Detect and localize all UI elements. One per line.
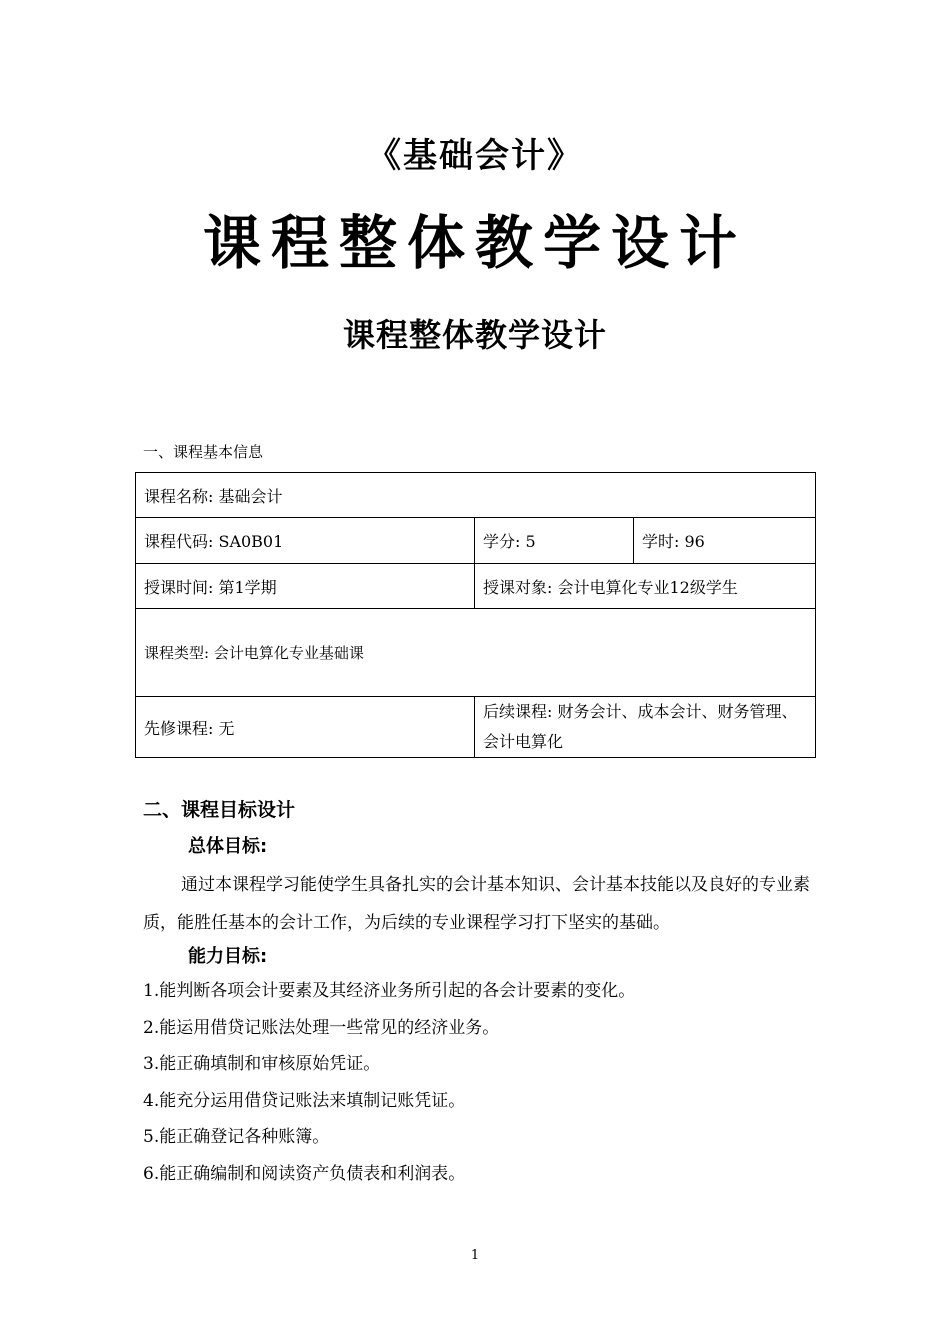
table-row xyxy=(136,473,816,518)
overall-goal-heading: 总体目标: xyxy=(188,836,268,857)
prerequisite-cell: 先修课程: 无 xyxy=(136,697,475,758)
section-heading-goals: 二、课程目标设计 xyxy=(143,799,296,821)
list-item: 5.能正确登记各种账簿。 xyxy=(143,1127,330,1147)
section-heading-basic-info: 一、课程基本信息 xyxy=(143,443,264,461)
hours-cell: 学时: 96 xyxy=(634,518,816,564)
document-title-small: 《基础会计》 xyxy=(367,136,583,176)
course-info-table xyxy=(135,472,816,758)
list-item: 2.能运用借贷记账法处理一些常见的经济业务。 xyxy=(143,1017,500,1038)
course-type-cell: 课程类型: 会计电算化专业基础课 xyxy=(136,609,816,697)
list-item: 3.能正确填制和审核原始凭证。 xyxy=(143,1054,381,1074)
table-row xyxy=(136,609,816,697)
table-row xyxy=(136,518,816,564)
term-cell: 授课时间: 第1学期 xyxy=(136,564,475,609)
followup-cell: 后续课程: 财务会计、成本会计、财务管理、会计电算化 xyxy=(475,697,816,758)
course-name-cell: 课程名称: 基础会计 xyxy=(136,473,816,518)
document-title-large: 课程整体教学设计 xyxy=(202,209,747,277)
course-code-cell: 课程代码: SA0B01 xyxy=(136,518,475,564)
overall-goal-paragraph: 通过本课程学习能使学生具备扎实的会计基本知识、会计基本技能以及良好的专业素质，能胜任基本的会计工作，为后续的专业课程学习打下坚实的基础。 xyxy=(143,875,810,933)
table-row xyxy=(136,564,816,609)
document-subtitle: 课程整体教学设计 xyxy=(342,316,607,354)
page-number: 1 xyxy=(470,1248,480,1263)
list-item: 1.能判断各项会计要素及其经济业务所引起的各会计要素的变化。 xyxy=(143,981,636,1001)
ability-goal-list xyxy=(143,973,635,1192)
table-row xyxy=(136,697,816,758)
ability-goal-heading: 能力目标: xyxy=(188,946,268,967)
list-item: 4.能充分运用借贷记账法来填制记账凭证。 xyxy=(143,1090,466,1111)
list-item: 6.能正确编制和阅读资产负债表和利润表。 xyxy=(143,1163,466,1184)
audience-cell: 授课对象: 会计电算化专业12级学生 xyxy=(475,564,816,609)
credits-cell: 学分: 5 xyxy=(475,518,634,564)
